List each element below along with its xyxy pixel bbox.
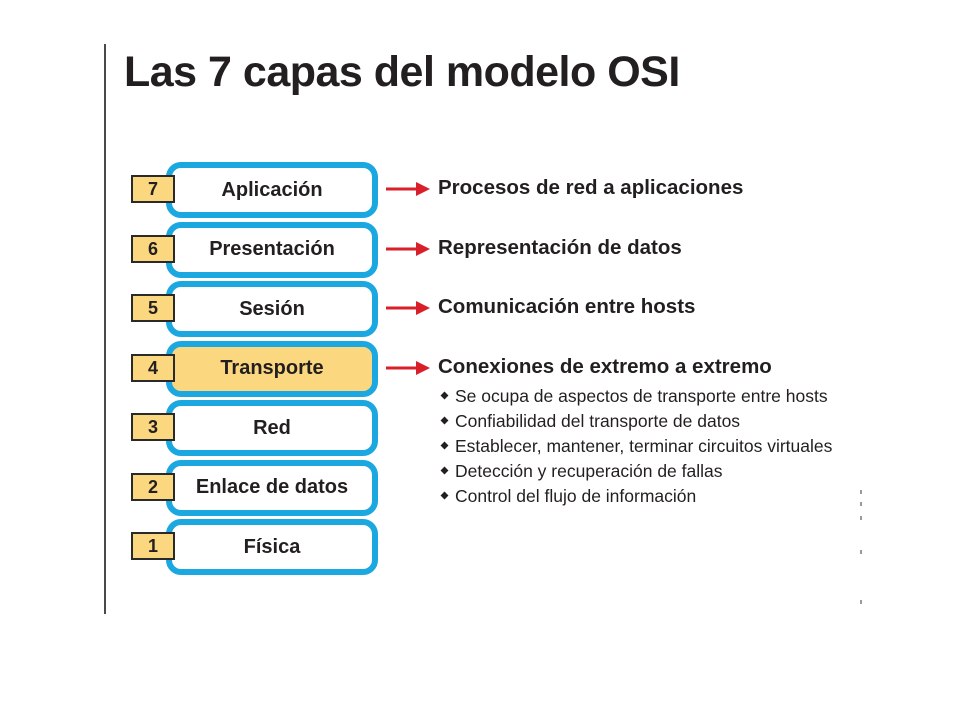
layer-number-badge: 4	[131, 354, 175, 382]
layer-name-box: Presentación	[166, 222, 378, 278]
layer-name-box: Aplicación	[166, 162, 378, 218]
layer-number-badge: 1	[131, 532, 175, 560]
layer-number-badge: 3	[131, 413, 175, 441]
layer-number-badge: 6	[131, 235, 175, 263]
layer-name-box: Transporte	[166, 341, 378, 397]
arrow-right-icon	[386, 180, 430, 198]
detail-text: Se ocupa de aspectos de transporte entre hosts	[455, 386, 828, 406]
detail-text: Detección y recuperación de fallas	[455, 461, 723, 481]
layer-function-text: Comunicación entre hosts	[438, 295, 696, 318]
diamond-bullet-icon	[441, 417, 449, 425]
detail-text: Control del flujo de información	[455, 486, 697, 506]
layer-number-badge: 5	[131, 294, 175, 322]
arrow-right-icon	[386, 359, 430, 377]
layer-row	[0, 220, 960, 278]
diamond-bullet-icon	[441, 392, 449, 400]
detail-item	[440, 434, 840, 459]
detail-item	[440, 459, 840, 484]
layer-name-box: Enlace de datos	[166, 460, 378, 516]
detail-text: Establecer, mantener, terminar circuitos virtuales	[455, 436, 833, 456]
diamond-bullet-icon	[441, 442, 449, 450]
arrow-right-icon	[386, 299, 430, 317]
layer-row	[0, 279, 960, 337]
layer-number-badge: 2	[131, 473, 175, 501]
arrow-right-icon	[386, 240, 430, 258]
layer-function-text: Representación de datos	[438, 235, 682, 259]
transport-details-list	[440, 384, 840, 509]
layer-name-box: Física	[166, 519, 378, 575]
layer-name-box: Red	[166, 400, 378, 456]
page-title: Las 7 capas del modelo OSI	[124, 48, 680, 96]
detail-item	[440, 409, 840, 434]
detail-item	[440, 384, 840, 409]
detail-item	[440, 484, 840, 509]
layer-function-text: Conexiones de extremo a extremo	[438, 354, 772, 378]
diamond-bullet-icon	[441, 492, 449, 500]
layer-row	[0, 160, 960, 218]
detail-text: Confiabilidad del transporte de datos	[455, 411, 741, 431]
diamond-bullet-icon	[441, 467, 449, 475]
edge-tick-marks	[860, 490, 863, 610]
layer-function-text: Procesos de red a aplicaciones	[438, 176, 744, 199]
layer-name-box: Sesión	[166, 281, 378, 337]
layer-row	[0, 517, 960, 575]
layer-number-badge: 7	[131, 175, 175, 203]
